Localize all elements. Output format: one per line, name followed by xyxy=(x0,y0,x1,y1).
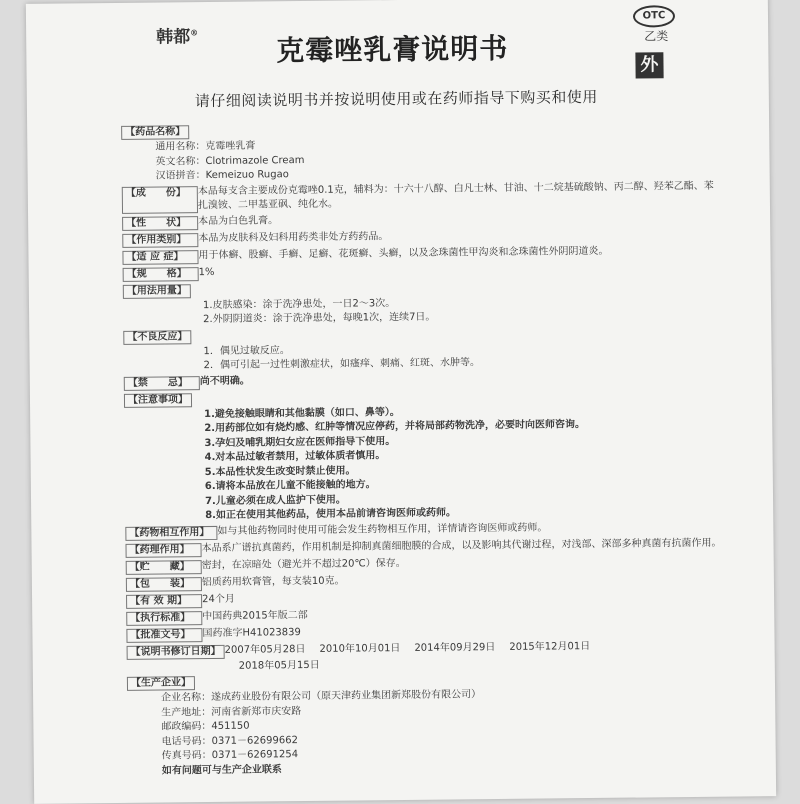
section-adverse: 【不良反应】 xyxy=(123,330,191,345)
pharmacology-text: 本品系广谱抗真菌药，作用机制是抑制真菌细胞膜的合成，以及影响其代谢过程，对浅部、深部多种真菌有抗菌作用。 xyxy=(201,537,722,554)
revision-label: 【说明书修订日期】 xyxy=(127,644,225,659)
package-text: 铝质药用软膏管，每支装10克。 xyxy=(201,575,345,588)
address-label: 生产地址： xyxy=(161,706,212,719)
contra-text: 尚不明确。 xyxy=(199,375,250,387)
company-label: 企业名称： xyxy=(161,692,212,704)
interactions-label: 【药物相互作用】 xyxy=(125,525,217,540)
package-label: 【包 装】 xyxy=(126,577,202,592)
pharmacology-label: 【药理作用】 xyxy=(125,543,201,558)
brand-name: 韩都 xyxy=(156,27,191,48)
standard-label: 【执行标准】 xyxy=(126,611,202,626)
section-precautions: 【注意事项】 xyxy=(124,393,192,408)
category-label: 【作用类别】 xyxy=(122,233,198,248)
standard-text: 中国药典2015年版二部 xyxy=(202,609,308,622)
revision-date: 2018年05月15日 xyxy=(238,659,320,672)
postcode-text: 451150 xyxy=(211,720,250,733)
postcode-label: 邮政编码： xyxy=(161,721,212,733)
leaflet-content xyxy=(121,119,728,779)
properties-label: 【性 状】 xyxy=(122,216,198,231)
external-use-mark: 外 xyxy=(635,52,663,78)
phone-label: 电话号码： xyxy=(161,735,212,748)
usage-item: 2.外阴阴道炎：涂于洗净患处，每晚1次，连续7日。 xyxy=(203,311,436,326)
precaution-item: 8.如正在使用其他药品，使用本品前请咨询医师或药师。 xyxy=(205,507,457,522)
precaution-item: 2.用药部位如有烧灼感、红肿等情况应停药，并将局部药物洗净，必要时向医师咨询。 xyxy=(204,419,586,435)
precaution-item: 5.本品性状发生改变时禁止使用。 xyxy=(204,464,356,478)
generic-name-label: 通用名称： xyxy=(155,141,206,153)
usage-item: 1.皮肤感染：涂于洗净患处，一日2～3次。 xyxy=(202,297,396,311)
company-name: 遂成药业股份有限公司（原天津药业集团新郑股份有限公司） xyxy=(211,689,482,704)
usage-notice: 请仔细阅读说明书并按说明使用或在药师指导下购买和使用 xyxy=(194,87,598,111)
approval-label: 【批准文号】 xyxy=(126,628,202,643)
registered-mark: ® xyxy=(190,27,199,38)
address-text: 河南省新郑市庆安路 xyxy=(211,705,302,718)
section-drug-name: 【药品名称】 xyxy=(121,125,189,140)
category-text: 本品为皮肤科及妇科用药类非处方药药品。 xyxy=(198,230,389,244)
precaution-item: 1.避免接触眼睛和其他黏膜（如口、鼻等）。 xyxy=(204,406,400,420)
section-usage: 【用法用量】 xyxy=(123,284,191,299)
spec-label: 【规 格】 xyxy=(123,267,199,282)
spec-text: 1% xyxy=(198,266,215,278)
pinyin-label: 汉语拼音： xyxy=(155,170,206,182)
validity-text: 24个月 xyxy=(202,593,235,605)
revision-date: 2010年10月01日 xyxy=(319,642,401,655)
generic-name: 克霉唑乳膏 xyxy=(205,140,256,153)
revision-date: 2014年09月29日 xyxy=(414,641,496,654)
approval-text: 国药准字H41023839 xyxy=(202,626,301,639)
precaution-item: 6.请将本品放在儿童不能接触的地方。 xyxy=(204,479,376,493)
document-title: 克霉唑乳膏说明书 xyxy=(276,31,509,68)
storage-text: 密封，在凉暗处（避光并不超过20℃）保存。 xyxy=(201,557,406,571)
otc-class-label: 乙类 xyxy=(644,29,669,44)
english-name: Clotrimazole Cream xyxy=(205,154,305,167)
otc-badge: OTC xyxy=(633,5,675,27)
fax-text: 0371－62691254 xyxy=(211,749,299,762)
pinyin-name: Kemeizuo Rugao xyxy=(205,169,289,182)
composition-text: 本品每支含主要成份克霉唑0.1克，辅料为：十六十八醇、白凡士林、甘油、十二烷基硫酸钠、丙二醇、羟苯乙酯、苯扎溴铵、二甲基亚砜、纯化水。 xyxy=(197,180,714,212)
interactions-text: 如与其他药物同时使用可能会发生药物相互作用，详情请咨询医师或药师。 xyxy=(217,521,548,537)
properties-text: 本品为白色乳膏。 xyxy=(198,214,279,227)
validity-label: 【有 效 期】 xyxy=(126,594,202,609)
revision-date: 2007年05月28日 xyxy=(224,643,306,656)
adverse-item: 1．偶见过敏反应。 xyxy=(203,344,290,357)
footer-contact: 如有问题可与生产企业联系 xyxy=(161,763,282,777)
composition-label: 【成 份】 xyxy=(122,186,198,214)
precaution-item: 3.孕妇及哺乳期妇女应在医师指导下使用。 xyxy=(204,435,396,449)
contra-label: 【禁 忌】 xyxy=(124,376,200,391)
phone-text: 0371－62699662 xyxy=(211,734,298,747)
section-manufacturer: 【生产企业】 xyxy=(127,676,195,691)
indications-label: 【适 应 症】 xyxy=(122,250,198,265)
leaflet-sheet xyxy=(26,0,776,804)
english-name-label: 英文名称： xyxy=(155,155,206,168)
brand-logo xyxy=(156,22,198,47)
adverse-item: 2．偶可引起一过性刺激症状，如瘙痒、刺痛、红斑、水肿等。 xyxy=(203,357,481,372)
indications-text: 用于体癣、股癣、手癣、足癣、花斑癣、头癣，以及念珠菌性甲沟炎和念珠菌性外阴阴道炎。 xyxy=(198,245,609,261)
revision-date: 2015年12月01日 xyxy=(509,640,591,653)
precaution-item: 7.儿童必须在成人监护下使用。 xyxy=(204,494,346,507)
fax-label: 传真号码： xyxy=(161,750,212,762)
storage-label: 【贮 藏】 xyxy=(126,560,202,575)
precaution-item: 4.对本品过敏者禁用，过敏体质者慎用。 xyxy=(204,450,386,464)
